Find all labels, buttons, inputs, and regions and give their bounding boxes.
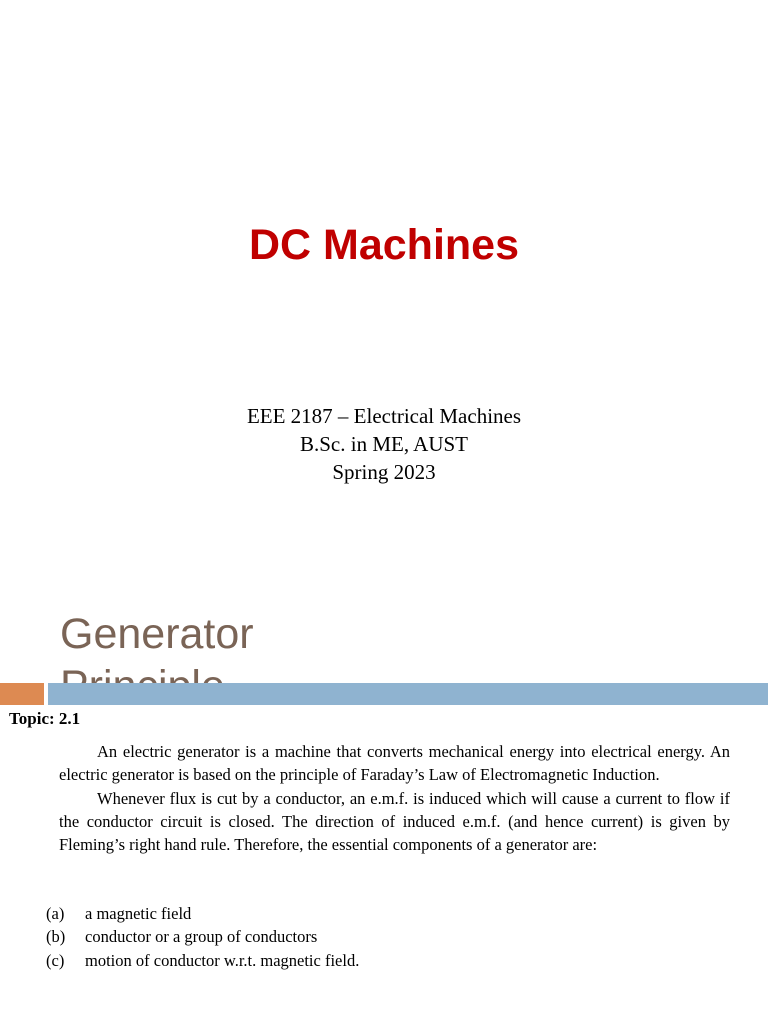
list-marker: (a) <box>46 904 65 923</box>
section-heading-line1: Generator <box>60 610 254 658</box>
list-item-text: a magnetic field <box>85 904 192 923</box>
term-name: Spring 2023 <box>332 460 436 484</box>
slide-title: DC Machines <box>248 221 519 269</box>
components-list <box>46 902 359 972</box>
paragraph-2: Whenever flux is cut by a conductor, an e.m.f. is induced which will cause a current to flow if the conductor circuit is closed. The direction of induced e.m.f. (and hence current) is given by Fleming’s right hand rule. Therefore, the essential components of a generator are: <box>59 788 730 855</box>
list-item-text: conductor or a group of conductors <box>85 927 318 947</box>
slide-subtitle <box>0 402 768 486</box>
list-item <box>46 902 359 925</box>
topic-label: Topic: 2.1 <box>9 709 81 728</box>
list-item <box>46 925 359 948</box>
body-text <box>59 740 730 856</box>
course-name: EEE 2187 – Electrical Machines <box>246 404 522 428</box>
paragraph-1: An electric generator is a machine that converts mechanical energy into electrical energy. An electric generator is based on the principle of Faraday’s Law of Electromagnetic Induction. <box>59 742 730 785</box>
program-name: B.Sc. in ME, AUST <box>299 432 469 456</box>
list-item <box>46 949 359 972</box>
accent-bar-orange <box>0 683 44 705</box>
list-item-text: motion of conductor w.r.t. magnetic field. <box>85 950 360 970</box>
list-marker: (c) <box>46 950 65 970</box>
accent-bar-blue <box>48 683 768 705</box>
list-marker: (b) <box>46 927 66 947</box>
